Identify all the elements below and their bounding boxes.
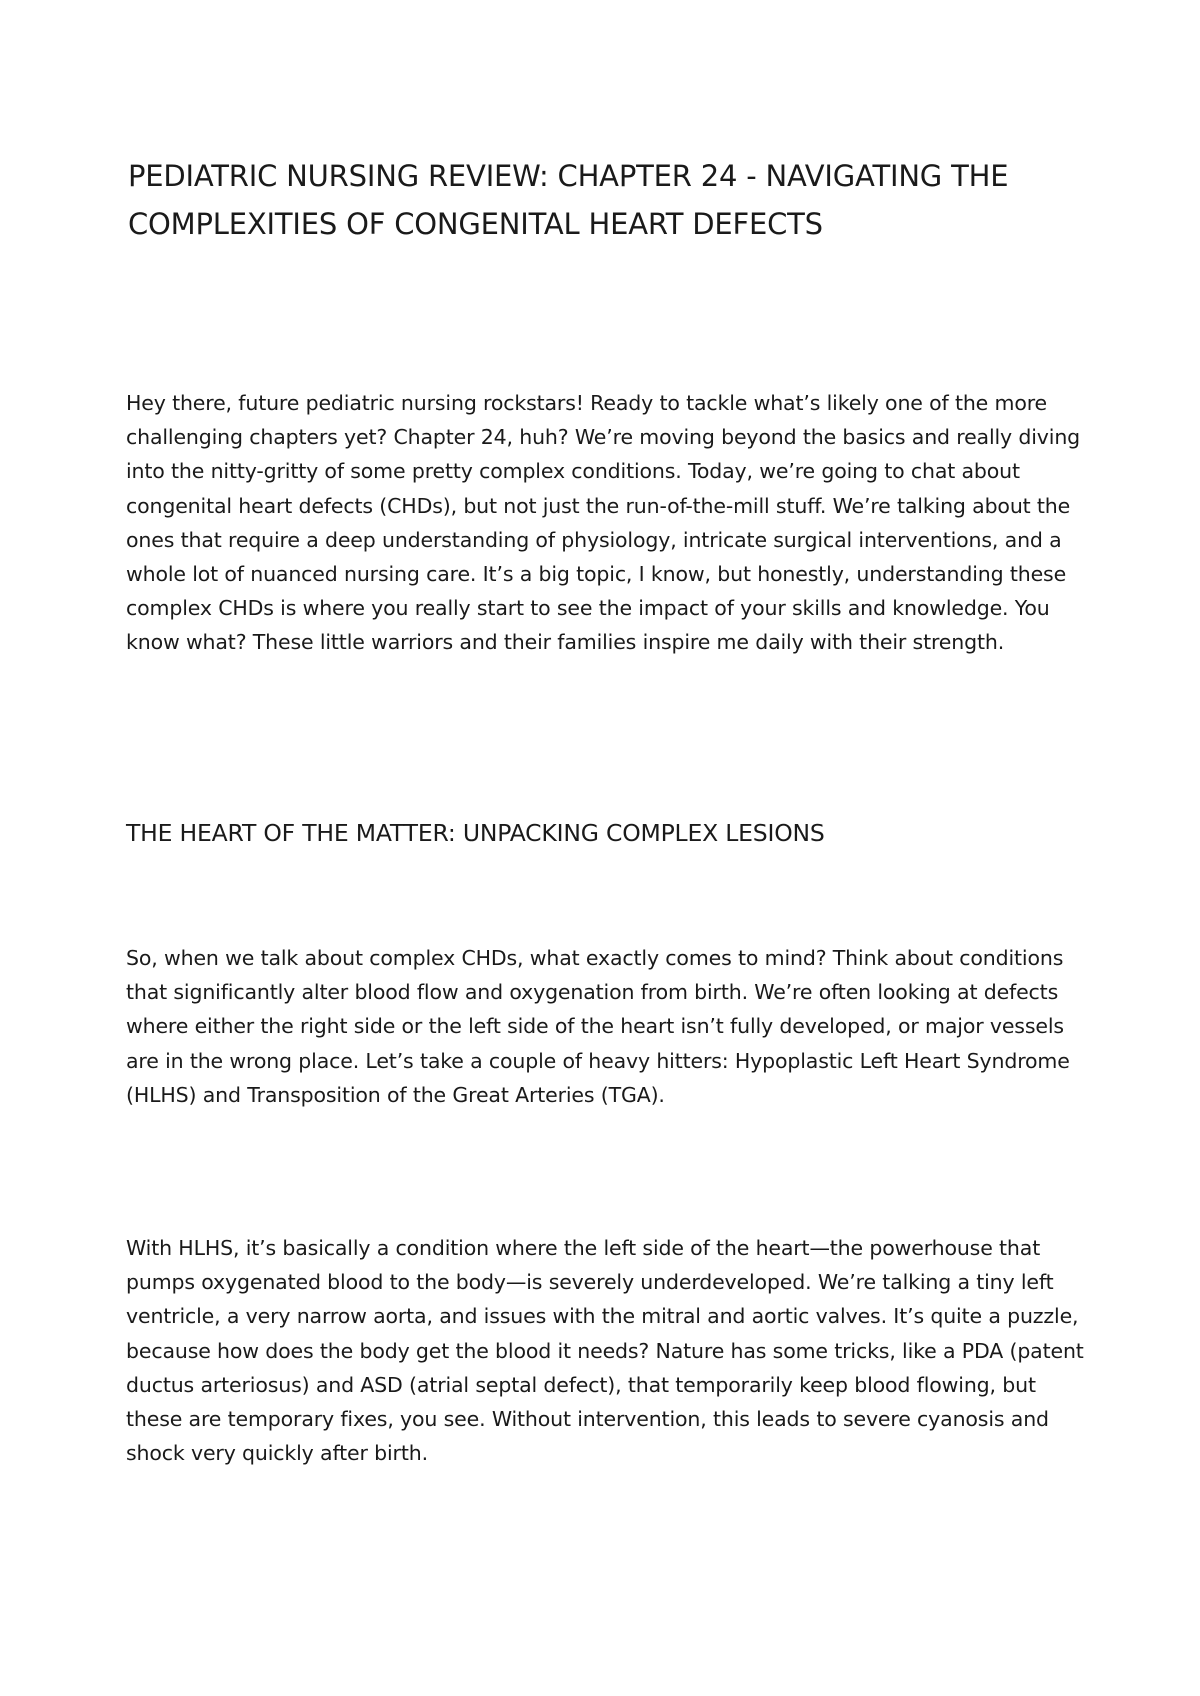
section-heading: THE HEART OF THE MATTER: UNPACKING COMPLEX LESIONS [126, 819, 825, 847]
document-title: PEDIATRIC NURSING REVIEW: CHAPTER 24 - NAVIGATING THE COMPLEXITIES OF CONGENITAL HEART DEFECTS [128, 159, 1009, 241]
section-paragraph-hlhs: With HLHS, it’s basically a condition where the left side of the heart—the powerhouse that pumps oxygenated blood to the body—is severely underdeveloped. We’re talking a tiny left ventricle, a very narrow aorta, and issues with the mitral and aortic valves. It’s quite a puzzle, because how does the body get the blood it needs? Nature has some tricks, like a PDA (patent ductus arteriosus) and ASD (atrial septal defect), that temporarily keep blood flowing, but these are temporary fixes, you see. Without intervention, this leads to severe cyanosis and shock very quickly after birth. [126, 1236, 1084, 1466]
intro-paragraph: Hey there, future pediatric nursing rockstars! Ready to tackle what’s likely one of the more challenging chapters yet? Chapter 24, huh? We’re moving beyond the basics and really diving into the nitty-gritty of some pretty complex conditions. Today, we’re going to chat about congenital heart defects (CHDs), but not just the run-of-the-mill stuff. We’re talking about the ones that require a deep understanding of physiology, intricate surgical interventions, and a whole lot of nuanced nursing care. It’s a big topic, I know, but honestly, understanding these complex CHDs is where you really start to see the impact of your skills and knowledge. You know what? These little warriors and their families inspire me daily with their strength. [126, 391, 1081, 655]
section-paragraph-complex-chds: So, when we talk about complex CHDs, what exactly comes to mind? Think about conditions that significantly alter blood flow and oxygenation from birth. We’re often looking at defects where either the right side or the left side of the heart isn’t fully developed, or major vessels are in the wrong place. Let’s take a couple of heavy hitters: Hypoplastic Left Heart Syndrome (HLHS) and Transposition of the Great Arteries (TGA). [126, 946, 1070, 1107]
